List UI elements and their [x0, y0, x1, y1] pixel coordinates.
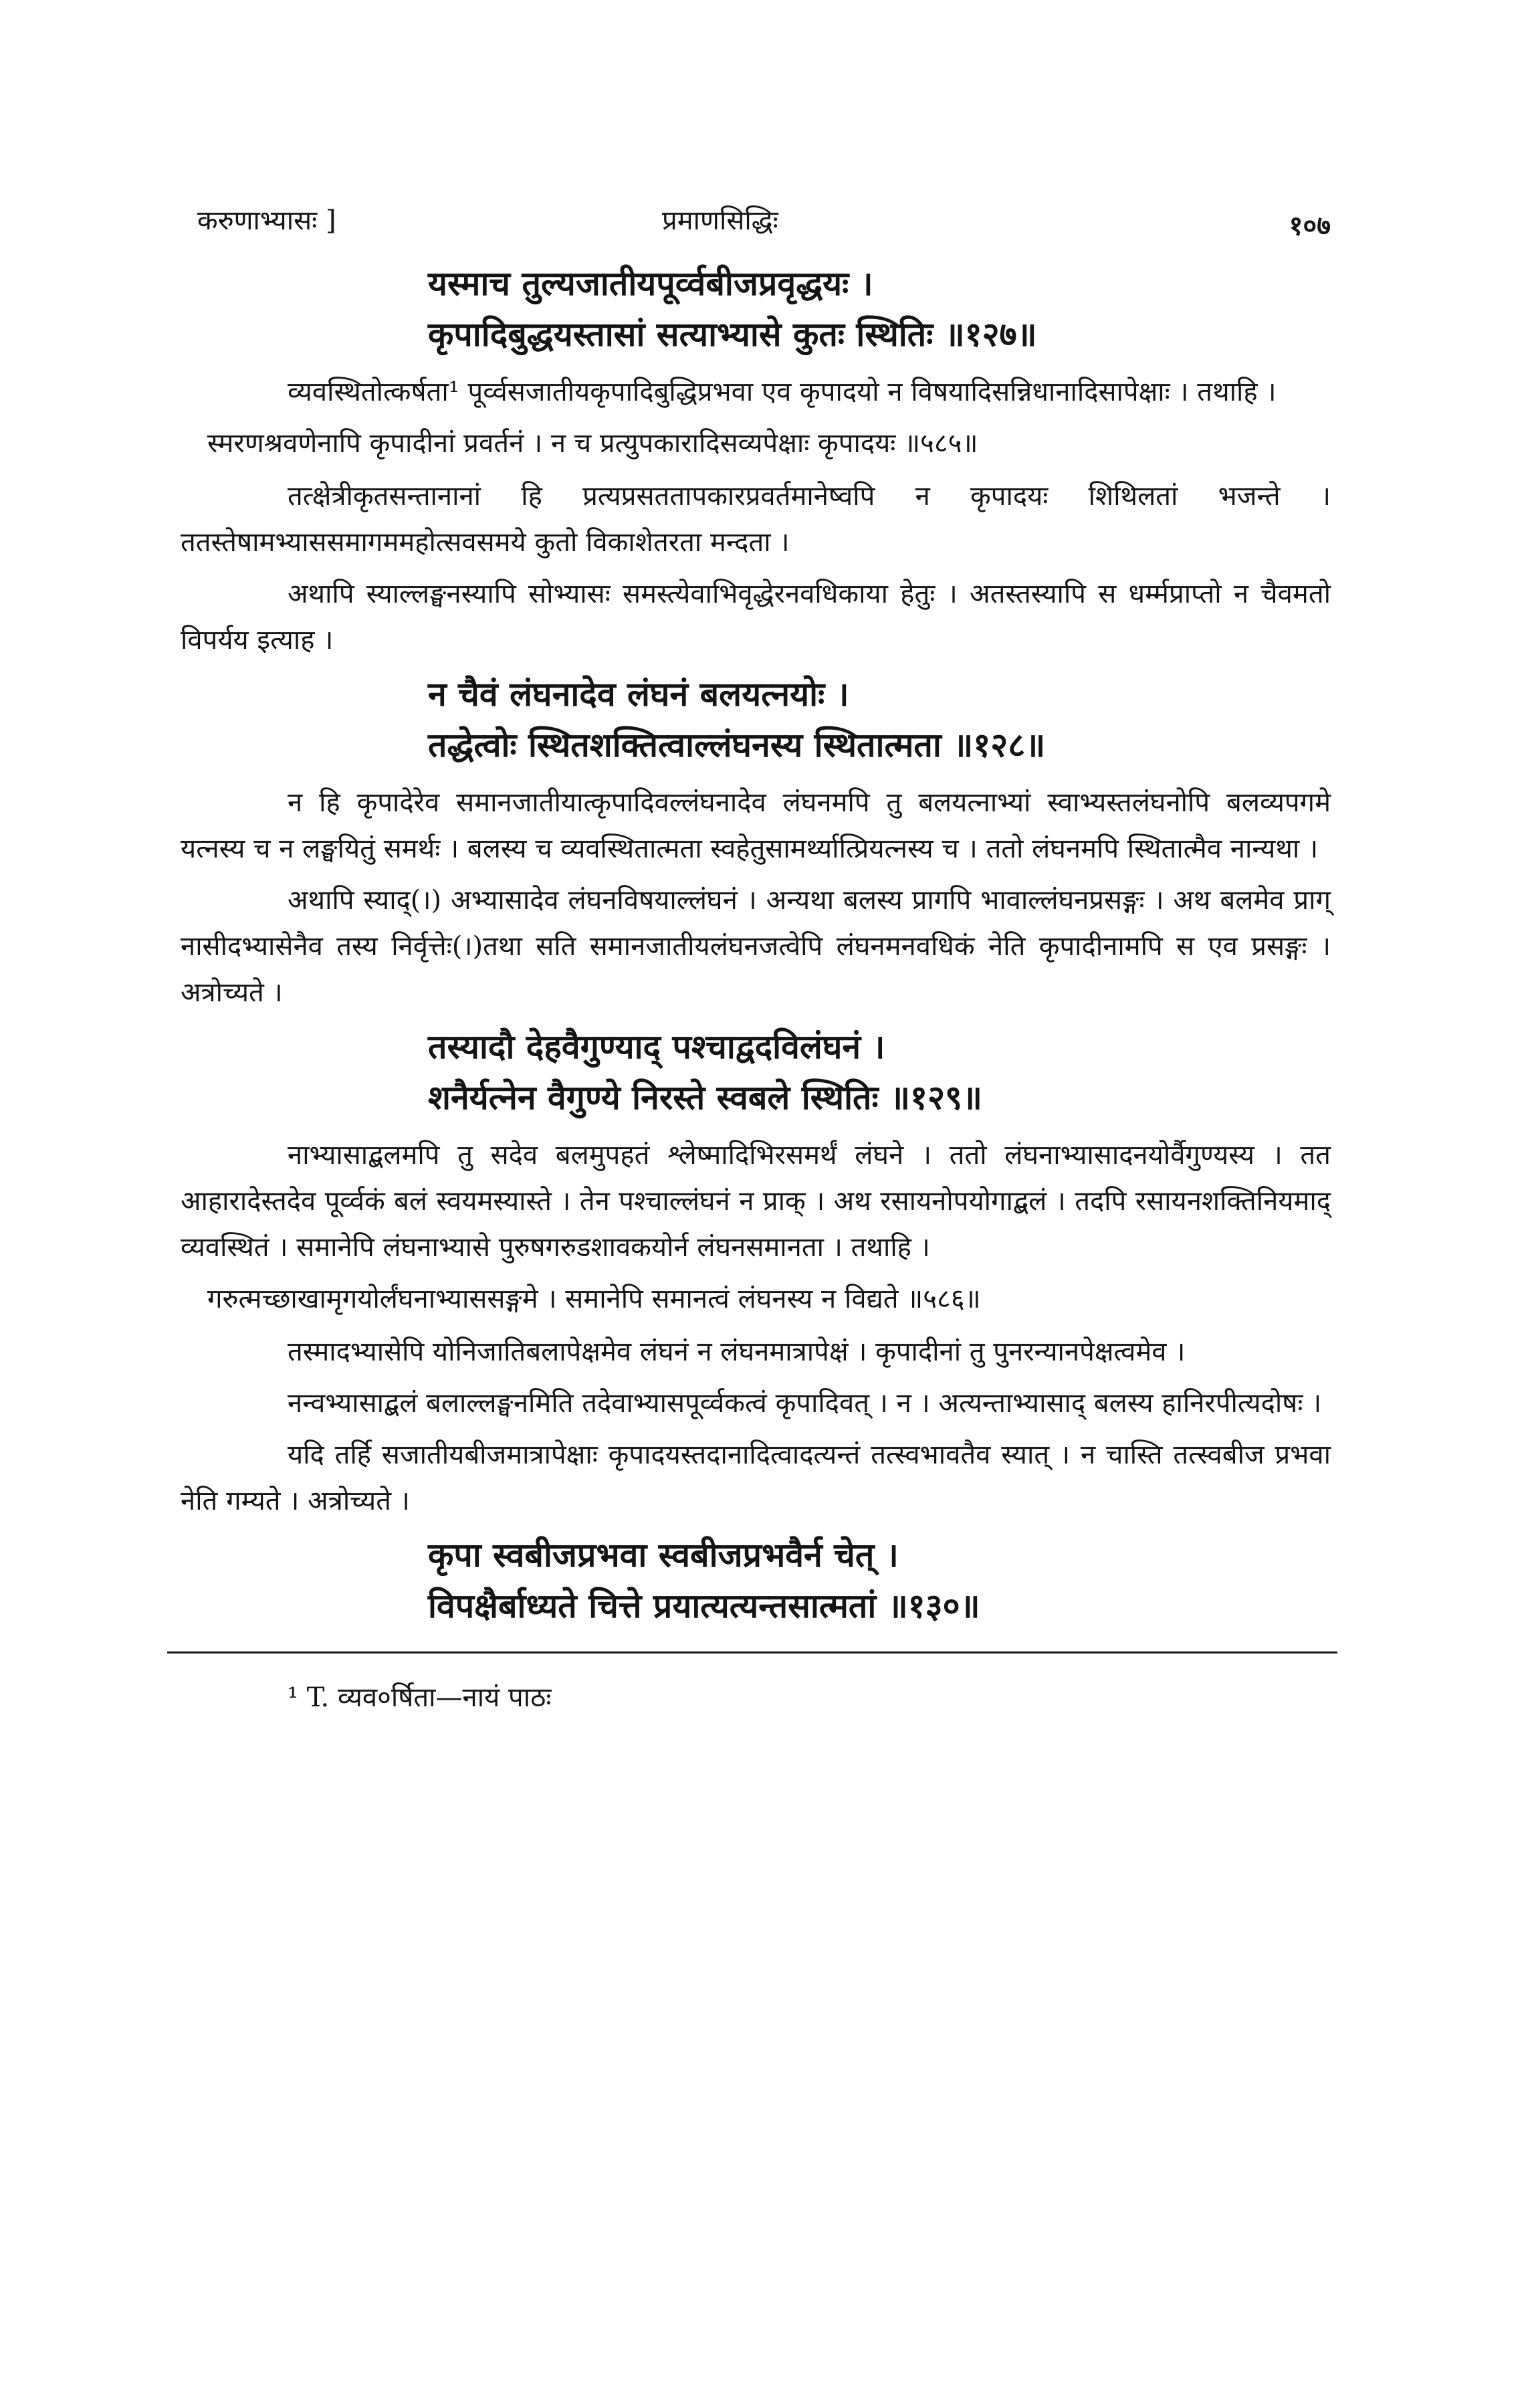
paragraph-text: अथापि स्याल्लङ्घनस्यापि सोभ्यासः समस्त्येवाभिवृद्धेरनवधिकाया हेतुः । अतस्तस्यापि स धर्म्मप्राप्तो न चैवमतो विपर्यय इत्याह ।: [181, 579, 1331, 656]
commentary-paragraph: [167, 1329, 1337, 1375]
paragraph-text: नाभ्यासाद्बलमपि तु सदेव बलमुपहतं श्लेष्मादिभिरसमर्थं लंघने । ततो लंघनाभ्यासादनयोर्वैगुण्यस्य । तत आहारादेस्तदेव पूर्व्वकं बलं स्वयमस्यास्ते । तेन पश्चाल्लंघनं न प्राक् । अथ रसायनोपयोगाद्बलं । तदपि रसायनशक्तिनियमाद् व्यवस्थितं । समानेपि लंघनाभ्यासे पुरुषगरुडशावकयोर्न लंघनसमानता । तथाहि ।: [181, 1140, 1331, 1263]
verse-line: न चैवं लंघनादेव लंघनं बलयत्नयोः ।: [428, 674, 849, 714]
commentary-paragraph: [167, 369, 1337, 415]
commentary-paragraph: [167, 1432, 1337, 1524]
quoted-verse: गरुत्मच्छाखामृगयोर्लंघनाभ्याससङ्गमे । समानेपि समानत्वं लंघनस्य न विद्यते ॥५८६॥: [207, 1284, 981, 1314]
commentary-paragraph: [167, 878, 1337, 1016]
page-header: [167, 161, 1337, 254]
chapter-title: करुणाभ्यासः ]: [197, 205, 336, 236]
verse-line: यस्माच तुल्यजातीयपूर्व्वबीजप्रवृद्धयः ।: [428, 264, 873, 303]
paragraph-text: तत्क्षेत्रीकृतसन्तानानां हि प्रत्यप्रसततापकारप्रवर्तमानेष्वपि न कृपादयः शिथिलतां भजन्ते । ततस्तेषामभ्याससमागममहोत्सवसमये कुतो विकाशेतरता मन्दता ।: [181, 481, 1331, 558]
paragraph-text: अथापि स्याद्(।) अभ्यासादेव लंघनविषयाल्लंघनं । अन्यथा बलस्य प्रागपि भावाल्लंघनप्रसङ्गः । अथ बलमेव प्राग् नासीदभ्यासेनैव तस्य निर्वृत्तेः(।)तथा सति समानजातीयलंघनजत्वेपि लंघनमनवधिकं नेति कृपादीनामपि स एव प्रसङ्गः । अत्रोच्यते ।: [181, 885, 1331, 1008]
commentary-paragraph: [167, 1381, 1337, 1427]
commentary-paragraph: [167, 780, 1337, 872]
verse-line: तद्धेत्वोः स्थितशक्तित्वाल्लंघनस्य स्थितात्मता ॥१२८॥: [428, 725, 1046, 765]
page-body: [167, 258, 1337, 1631]
verse-block: [428, 258, 1337, 360]
footnote: ¹ T. व्यव०र्षिता—नायं पाठः: [288, 1682, 552, 1713]
commentary-paragraph: [167, 1132, 1337, 1271]
paragraph-text: न हि कृपादेरेव समानजातीयात्कृपादिवल्लंघनादेव लंघनमपि तु बलयत्नाभ्यां स्वाभ्यस्तलंघनोपि बलव्यपगमे यत्नस्य च न लङ्घयितुं समर्थः । बलस्य च व्यवस्थितात्मता स्वहेतुसामर्थ्यात्प्रियत्नस्य च । ततो लंघनमपि स्थितात्मैव नान्यथा ।: [181, 787, 1331, 864]
verse-line: कृपादिबुद्धयस्तासां सत्याभ्यासे कुतः स्थितिः ॥१२७॥: [428, 314, 1037, 354]
book-title: प्रमाणसिद्धिः: [662, 205, 778, 236]
paragraph-text: यदि तर्हि सजातीयबीजमात्रापेक्षाः कृपादयस्तदानादित्वादत्यन्तं तत्स्वभावतैव स्यात् । न चास्ति तत्स्वबीज प्रभवा नेति गम्यते । अत्रोच्यते ।: [181, 1439, 1331, 1516]
page-number: १०७: [1289, 210, 1331, 241]
verse-line: शनैर्यत्नेन वैगुण्ये निरस्ते स्वबले स्थितिः ॥१२९॥: [428, 1078, 982, 1117]
verse-block: [428, 669, 1337, 771]
verse-block: [428, 1021, 1337, 1123]
verse-line: कृपा स्वबीजप्रभवा स्वबीजप्रभवैर्न चेत् ।: [428, 1535, 899, 1575]
document-page: [167, 161, 1337, 1714]
verse-block: [428, 1530, 1337, 1631]
commentary-paragraph: [167, 571, 1337, 664]
paragraph-text: व्यवस्थितोत्कर्षता¹ पूर्व्वसजातीयकृपादिबुद्धिप्रभवा एव कृपादयो न विषयादिसन्निधानादिसापेक्षाः । तथाहि ।: [288, 377, 1277, 407]
verse-line: विपक्षैर्बाध्यते चित्ते प्रयात्यत्यन्तसात्मतां ॥१३०॥: [428, 1586, 980, 1625]
quoted-verse: स्मरणश्रवणेनापि कृपादीनां प्रवर्तनं । न च प्रत्युपकारादिसव्यपेक्षाः कृपादयः ॥५८५॥: [207, 428, 978, 459]
paragraph-text: तस्मादभ्यासेपि योनिजातिबलापेक्षमेव लंघनं न लंघनमात्रापेक्षं । कृपादीनां तु पुनरन्यानपेक्षत्वमेव ।: [288, 1336, 1186, 1367]
commentary-paragraph: [167, 474, 1337, 566]
paragraph-text: नन्वभ्यासाद्बलं बलाल्लङ्घनमिति तदेवाभ्यासपूर्व्वकत्वं कृपादिवत् । न । अत्यन्ताभ्यासाद् बलस्य हानिरपीत्यदोषः ।: [288, 1388, 1322, 1419]
verse-line: तस्यादौ देहवैगुण्याद् पश्चाद्वदविलंघनं ।: [428, 1027, 885, 1066]
footnote-rule: [167, 1651, 1337, 1653]
